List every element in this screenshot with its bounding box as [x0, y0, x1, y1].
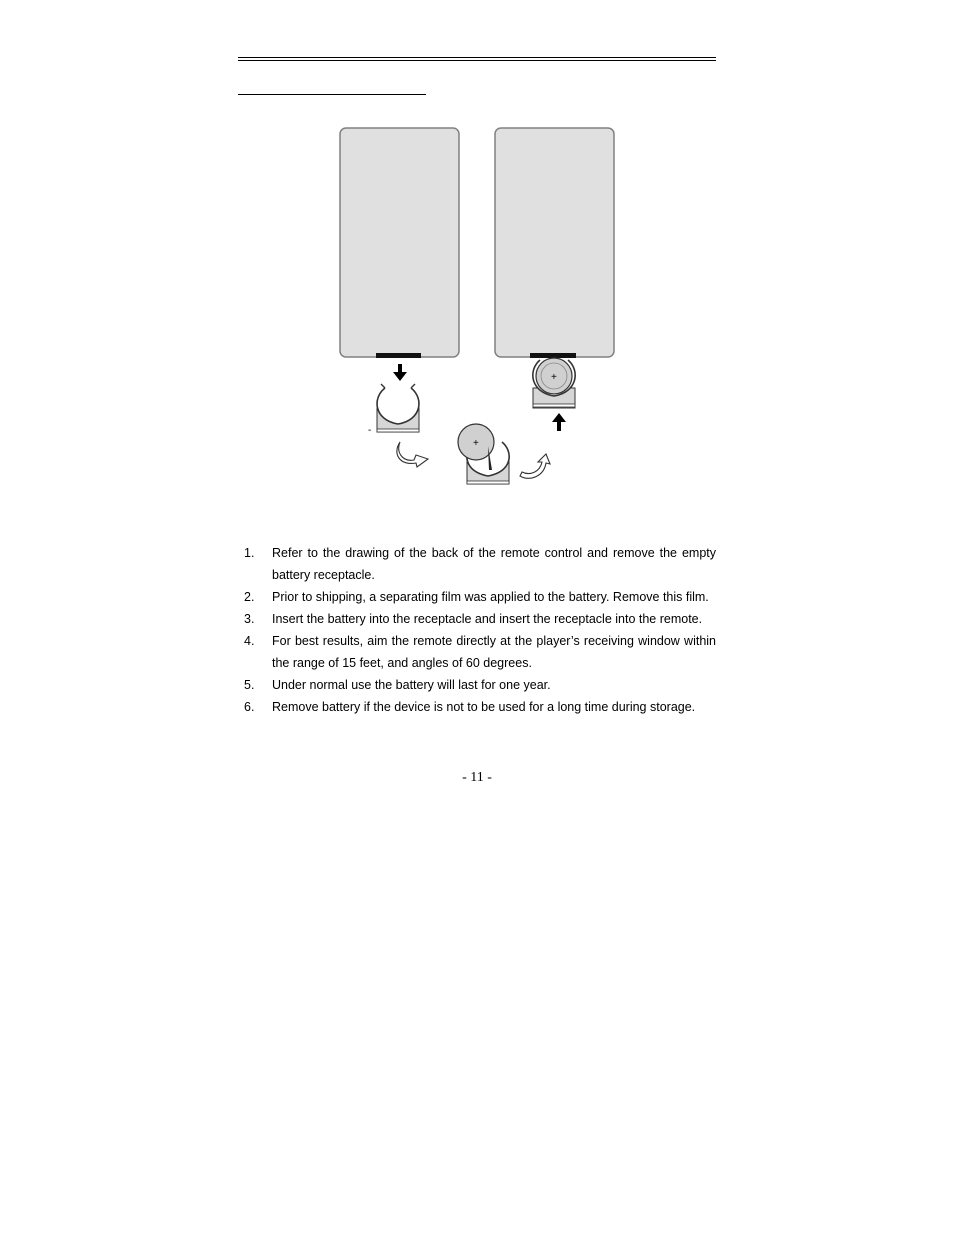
list-item: 3. Insert the battery into the receptacle and insert the receptacle into the remote. — [244, 612, 703, 626]
curved-arrow-up-icon — [520, 454, 550, 478]
battery-insertion — [458, 424, 509, 484]
page-number: - 11 - — [462, 770, 492, 785]
list-item: 2. Prior to shipping, a separating film was applied to the battery. Remove this film. — [244, 590, 709, 604]
remote-back-right — [495, 128, 614, 357]
arrow-up-icon — [552, 413, 566, 431]
header-rule-top — [238, 57, 716, 58]
curved-arrow-right-icon — [397, 442, 428, 467]
loaded-receptacle — [533, 358, 575, 408]
minus-sign: - — [368, 425, 372, 436]
empty-receptacle — [368, 384, 419, 436]
header-rule-bottom — [238, 60, 716, 61]
list-item: 1. Refer to the drawing of the back of the remote control and remove the empty battery receptacle. — [244, 546, 716, 582]
battery-slot-left — [376, 353, 421, 358]
remote-back-left — [340, 128, 459, 357]
list-item: 5. Under normal use the battery will last for one year. — [244, 678, 551, 692]
svg-text:+: + — [473, 438, 479, 449]
list-item: 6. Remove battery if the device is not to be used for a long time during storage. — [244, 700, 696, 714]
section-title-underline — [238, 94, 426, 95]
list-item: 4. For best results, aim the remote directly at the player’s receiving window within the range of 15 feet, and angles of 60 degrees. — [244, 634, 716, 670]
battery-installation-diagram — [330, 120, 630, 495]
instruction-list — [238, 542, 716, 718]
arrow-down-icon — [393, 364, 407, 381]
svg-text:+: + — [551, 372, 557, 383]
battery-slot-right — [530, 353, 576, 358]
